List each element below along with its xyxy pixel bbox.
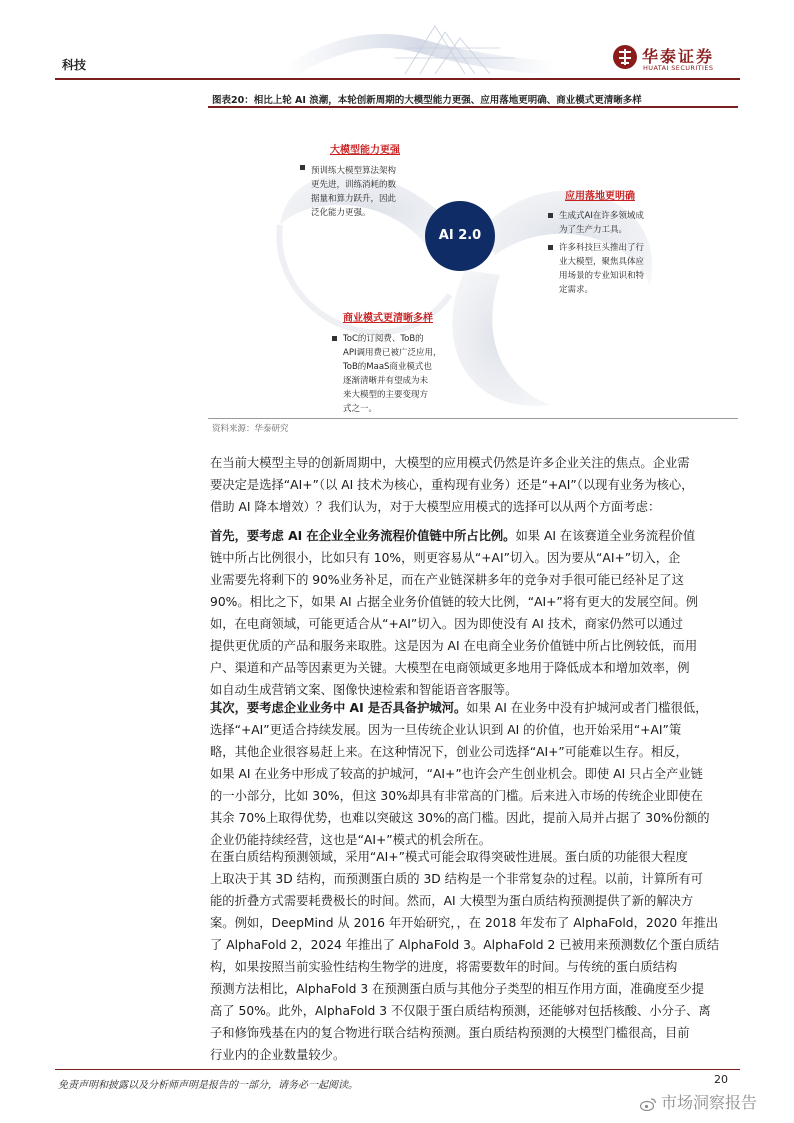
figure-source: 资料来源：华泰研究 <box>212 424 289 434</box>
watermark-text: 市场洞察报告 <box>661 1093 758 1112</box>
paragraph-intro <box>210 452 738 518</box>
bullet-line: ToC的订阅费、ToB的 <box>343 334 424 344</box>
bullet-line: 定需求。 <box>559 285 594 295</box>
text-line: 要决定是选择“AI+”（以 AI 技术为核心，重构现有业务）还是“+AI”（以现有业务为核心， <box>210 478 694 492</box>
bullet-line: 泛化能力更强。 <box>311 208 371 218</box>
text-line: 行业内的企业数量较少。 <box>210 1048 346 1062</box>
logo-en-text: HUATAI SECURITIES <box>643 64 714 72</box>
bold-lead: 其次，要考虑企业业务中 AI 是否具备护城河。 <box>210 701 467 715</box>
text-line: 了 AlphaFold 2，2024 年推出了 AlphaFold 3。AlphaFold 2 已被用来预测数亿个蛋白质结 <box>210 938 720 952</box>
text-line: 子和修饰残基在内的复合物进行联合结构预测。蛋白质结构预测的大模型门槛很高，目前 <box>210 1026 690 1040</box>
text-line: 预测方法相比，AlphaFold 3 在预测蛋白质与其他分子类型的相互作用方面，准确度至少提 <box>210 982 705 996</box>
watermark <box>640 1090 757 1113</box>
text-line: 其余 70%上取得优势，也难以突破这 30%的高门槛。因此，提前入局并占据了 30%份额的 <box>210 811 710 825</box>
bullet-line: 用场景的专业知识和特 <box>559 271 645 281</box>
bullet-line: 更先进，训练消耗的数 <box>311 180 397 190</box>
figure-top-rule <box>208 106 738 108</box>
bullet-application-1 <box>548 209 644 237</box>
text-line <box>210 697 738 719</box>
text-line: 构，如果按照当前实验性结构生物学的进度，将需要数年的时间。与传统的蛋白质结构 <box>210 960 678 974</box>
paragraph-second-point <box>210 697 738 851</box>
text-line: 的一小部分，比如 30%，但这 30%却具有非常高的门槛。后来进入市场的传统企业即使在 <box>210 789 703 803</box>
paragraph-first-point <box>210 525 738 701</box>
text-line: 链中所占比例很小，比如只有 10%，则更容易从“+AI”切入。因为要从“AI+”切入，企 <box>210 551 681 565</box>
text-line: 略，其他企业很容易赶上来。在这种情况下，创业公司选择“AI+”可能难以生存。相反， <box>210 745 688 759</box>
figure-title: 图表20：相比上轮 AI 浪潮，本轮创新周期的大模型能力更强、应用落地更明确、商业模式更清晰多样 <box>212 95 642 106</box>
text-line: 如自动生成营销文案、图像快速检索和智能语音客服等。 <box>210 683 518 697</box>
section-heading-application: 应用落地更明确 <box>565 191 635 202</box>
section-heading-capability: 大模型能力更强 <box>330 145 400 156</box>
bullet-line: 式之一。 <box>343 404 378 414</box>
text-line: 业需要先将剩下的 90%业务补足，而在产业链深耕多年的竞争对手很可能已经补足了这 <box>210 573 684 587</box>
section-heading-business: 商业模式更清晰多样 <box>343 313 433 324</box>
text-line: 选择“+AI”更适合持续发展。因为一旦传统企业认识到 AI 的价值，也开始采用“+AI”策 <box>210 723 682 737</box>
bullet-application-2 <box>548 241 644 297</box>
weibo-icon <box>640 1097 657 1111</box>
bullet-line: 许多科技巨头推出了行 <box>559 243 645 253</box>
text-line: 如果 AI 在业务中形成了较高的护城河，“AI+”也许会产生创业机会。即使 AI 只占全产业链 <box>210 767 703 781</box>
bullet-square-icon <box>548 245 553 250</box>
text-line: 高了 50%。此外，AlphaFold 3 不仅限于蛋白质结构预测，还能够对包括核酸、小分子、离 <box>210 1004 711 1018</box>
text-line: 案。例如，DeepMind 从 2016 年开始研究，，在 2018 年发布了 AlphaFold，2020 年推出 <box>210 916 719 930</box>
logo-cn-text: 华泰证券 <box>642 47 715 66</box>
text-line: 如，在电商领域，可能更适合从“+AI”切入。因为即使没有 AI 技术，商家仍然可以通过 <box>210 617 684 631</box>
header-rule <box>55 78 740 80</box>
huatai-logo <box>612 44 742 76</box>
bullet-capability <box>300 164 396 220</box>
figure-bottom-rule <box>208 418 738 419</box>
ai-center-circle: AI 2.0 <box>425 201 495 271</box>
bullet-square-icon <box>300 165 305 170</box>
footer-rule <box>55 1069 740 1070</box>
bullet-line: ToB的MaaS商业模式也 <box>343 362 432 372</box>
bullet-business <box>332 332 441 416</box>
lead-rest: 如果 AI 在该赛道全业务流程价值 <box>515 529 696 543</box>
bullet-line: 逐渐清晰并有望成为未 <box>343 376 429 386</box>
lead-rest: 如果 AI 在业务中没有护城河或者门槛很低， <box>466 701 708 715</box>
bullet-line: 为了生产力工具。 <box>559 225 628 235</box>
page-number: 20 <box>714 1073 728 1086</box>
section-label: 科技 <box>62 58 87 72</box>
bullet-line: 据量和算力跃升，因此 <box>311 194 397 204</box>
bullet-square-icon <box>332 336 337 341</box>
bold-lead: 首先，要考虑 AI 在企业全业务流程价值链中所占比例。 <box>210 529 516 543</box>
huatai-logo-mark-icon <box>612 44 638 70</box>
footer-disclaimer: 免责声明和披露以及分析师声明是报告的一部分，请务必一起阅读。 <box>58 1080 358 1091</box>
bullet-line: 预训练大模型算法架构 <box>311 166 397 176</box>
bullet-line: 来大模型的主要变现方 <box>343 390 429 400</box>
text-line: 上取决于其 3D 结构，而预测蛋白质的 3D 结构是一个非常复杂的过程。以前，计算所有可 <box>210 872 703 886</box>
bullet-line: 业大模型，聚焦具体应 <box>559 257 645 267</box>
text-line: 在蛋白质结构预测领域，采用“AI+”模式可能会取得突破性进展。蛋白质的功能很大程度 <box>210 850 688 864</box>
text-line: 借助 AI 降本增效）？我们认为，对于大模型应用模式的选择可以从两个方面考虑： <box>210 500 661 514</box>
text-line: 90%。相比之下，如果 AI 占据全业务价值链的较大比例，“AI+”将有更大的发展空间。例 <box>210 595 699 609</box>
text-line: 能的折叠方式需要耗费极长的时间。然而，AI 大模型为蛋白质结构预测提供了新的解决方 <box>210 894 694 908</box>
text-line: 户、渠道和产品等因素更为关键。大模型在电商领域更多地用于降低成本和增加效率，例 <box>210 661 690 675</box>
paragraph-protein <box>210 846 738 1066</box>
bullet-line: API调用费已被广泛应用， <box>343 348 442 358</box>
text-line: 企业仍能持续经营，这也是“AI+”模式的机会所在。 <box>210 833 492 847</box>
text-line <box>210 525 738 547</box>
text-line: 在当前大模型主导的创新周期中，大模型的应用模式仍然是许多企业关注的焦点。企业需 <box>210 456 690 470</box>
text-line: 提供更优质的产品和服务来取胜。这是因为 AI 在电商全业务价值链中所占比例较低，而用 <box>210 639 698 653</box>
bullet-square-icon <box>548 213 553 218</box>
header-decoration-graphic <box>285 18 555 74</box>
bullet-line: 生成式AI在许多领域成 <box>559 211 644 221</box>
